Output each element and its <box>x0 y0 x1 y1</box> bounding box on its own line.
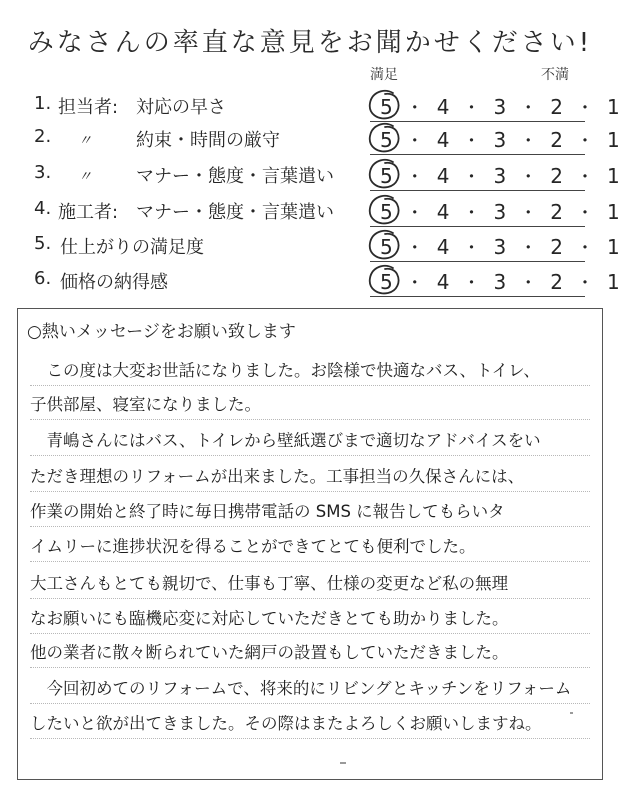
rating-option-3[interactable]: 3 <box>493 95 509 119</box>
message-line: 作業の開始と終了時に毎日携帯電話の SMS に報告してもらいタ <box>30 502 505 521</box>
selected-rating-circle <box>366 87 406 123</box>
rating-separator: ・ <box>519 167 540 188</box>
rating-separator: ・ <box>575 238 596 259</box>
rating-option-3[interactable]: 3 <box>493 200 509 224</box>
question-row <box>0 193 620 228</box>
question-text: 対応の早さ <box>136 97 226 118</box>
selected-rating-circle <box>366 192 406 228</box>
scan-speck <box>570 712 573 714</box>
rating-option-4[interactable]: 4 <box>436 95 452 119</box>
rating-separator: ・ <box>462 203 483 224</box>
rating-separator: ・ <box>405 167 426 188</box>
rating-separator: ・ <box>462 98 483 119</box>
rating-option-1[interactable]: 1 <box>606 128 622 152</box>
rating-separator: ・ <box>405 98 426 119</box>
message-ruled-line <box>30 455 590 456</box>
question-role: 担当者: <box>58 97 119 118</box>
question-number: 4. <box>34 198 52 219</box>
rating-values <box>380 234 622 260</box>
rating-option-2[interactable]: 2 <box>550 200 565 224</box>
rating-option-1[interactable]: 1 <box>606 270 622 294</box>
question-row <box>0 157 620 192</box>
question-number: 2. <box>34 126 52 147</box>
message-ruled-line <box>30 561 590 562</box>
question-number: 6. <box>34 268 52 289</box>
message-ruled-line <box>30 385 590 386</box>
message-line: イムリーに進捗状況を得ることができてとても便利でした。 <box>30 537 476 556</box>
rating-option-4[interactable]: 4 <box>436 128 452 152</box>
question-number: 5. <box>34 233 52 254</box>
question-role: 〃 <box>78 169 91 185</box>
selected-rating-circle <box>366 227 406 263</box>
rating-separator: ・ <box>519 131 540 152</box>
rating-separator: ・ <box>405 238 426 259</box>
rating-separator: ・ <box>519 98 540 119</box>
message-line: なお願いにも臨機応変に対応していただきとても助かりました。 <box>30 609 509 628</box>
question-text: マナー・態度・言葉遣い <box>136 166 334 187</box>
scan-speck <box>340 762 346 764</box>
rating-option-4[interactable]: 4 <box>436 200 452 224</box>
rating-values <box>380 127 622 153</box>
question-row <box>0 121 620 156</box>
rating-separator: ・ <box>405 203 426 224</box>
rating-values <box>380 94 622 120</box>
rating-option-5[interactable]: 5 <box>380 270 395 294</box>
rating-option-3[interactable]: 3 <box>493 164 509 188</box>
rating-scale[interactable] <box>370 232 622 262</box>
rating-scale[interactable] <box>370 267 622 297</box>
rating-scale[interactable] <box>370 92 622 122</box>
message-line: この度は大変お世話になりました。お陰様で快適なバス、トイレ、 <box>30 361 540 380</box>
rating-option-1[interactable]: 1 <box>606 235 622 259</box>
rating-option-5[interactable]: 5 <box>380 164 395 188</box>
rating-separator: ・ <box>405 273 426 294</box>
rating-option-2[interactable]: 2 <box>550 235 565 259</box>
rating-option-5[interactable]: 5 <box>380 128 395 152</box>
question-row <box>0 88 620 123</box>
rating-option-2[interactable]: 2 <box>550 270 565 294</box>
question-number: 3. <box>34 162 52 183</box>
scale-label-unsatisfied: 不満 <box>541 67 569 83</box>
survey-title: みなさんの率直な意見をお聞かせください! <box>27 28 593 58</box>
rating-option-1[interactable]: 1 <box>606 95 622 119</box>
rating-values <box>380 269 622 295</box>
message-ruled-line <box>30 598 590 599</box>
rating-option-2[interactable]: 2 <box>550 128 565 152</box>
question-role: 施工者: <box>58 202 119 223</box>
rating-separator: ・ <box>519 273 540 294</box>
message-line: ただき理想のリフォームが出来ました。工事担当の久保さんには、 <box>30 467 525 486</box>
rating-separator: ・ <box>575 203 596 224</box>
rating-separator: ・ <box>462 238 483 259</box>
message-ruled-line <box>30 738 590 739</box>
question-row <box>0 263 620 298</box>
message-line: 子供部屋、寝室になりました。 <box>30 395 261 414</box>
rating-option-4[interactable]: 4 <box>436 164 452 188</box>
rating-separator: ・ <box>462 131 483 152</box>
rating-option-5[interactable]: 5 <box>380 235 395 259</box>
rating-scale[interactable] <box>370 125 622 155</box>
question-text: 価格の納得感 <box>60 272 168 293</box>
rating-option-3[interactable]: 3 <box>493 270 509 294</box>
rating-scale[interactable] <box>370 197 622 227</box>
rating-option-5[interactable]: 5 <box>380 95 395 119</box>
message-ruled-line <box>30 526 590 527</box>
rating-option-5[interactable]: 5 <box>380 200 395 224</box>
question-text: マナー・態度・言葉遣い <box>136 202 334 223</box>
message-line: 他の業者に散々断られていた網戸の設置もしていただきました。 <box>30 643 509 662</box>
scale-label-satisfied: 満足 <box>370 67 398 83</box>
message-ruled-line <box>30 419 590 420</box>
question-text: 約束・時間の厳守 <box>136 130 280 151</box>
rating-option-3[interactable]: 3 <box>493 235 509 259</box>
rating-values <box>380 163 622 189</box>
rating-separator: ・ <box>519 238 540 259</box>
message-line: 青嶋さんにはバス、トイレから壁紙選びまで適切なアドバイスをい <box>30 431 541 450</box>
question-text: 仕上がりの満足度 <box>60 237 204 258</box>
rating-separator: ・ <box>575 98 596 119</box>
question-number: 1. <box>34 93 52 114</box>
message-ruled-line <box>30 633 590 634</box>
rating-option-2[interactable]: 2 <box>550 95 565 119</box>
rating-separator: ・ <box>575 167 596 188</box>
rating-option-1[interactable]: 1 <box>606 164 622 188</box>
rating-option-1[interactable]: 1 <box>606 200 622 224</box>
rating-values <box>380 199 622 225</box>
question-role: 〃 <box>78 133 91 149</box>
rating-separator: ・ <box>519 203 540 224</box>
selected-rating-circle <box>366 156 406 192</box>
rating-separator: ・ <box>462 273 483 294</box>
rating-option-4[interactable]: 4 <box>436 270 452 294</box>
rating-separator: ・ <box>575 273 596 294</box>
rating-option-4[interactable]: 4 <box>436 235 452 259</box>
message-heading: ○熱いメッセージをお願い致します <box>27 322 296 342</box>
selected-rating-circle <box>366 120 406 156</box>
rating-option-3[interactable]: 3 <box>493 128 509 152</box>
rating-scale[interactable] <box>370 161 622 191</box>
rating-separator: ・ <box>462 167 483 188</box>
message-ruled-line <box>30 667 590 668</box>
message-line: 今回初めてのリフォームで、将来的にリビングとキッチンをリフォーム <box>30 679 572 698</box>
rating-separator: ・ <box>575 131 596 152</box>
message-box <box>17 308 603 780</box>
message-ruled-line <box>30 703 590 704</box>
message-line: 大工さんもとても親切で、仕事も丁寧、仕様の変更など私の無理 <box>30 574 509 593</box>
message-line: したいと欲が出てきました。その際はまたよろしくお願いしますね。 <box>30 714 542 733</box>
selected-rating-circle <box>366 262 406 298</box>
question-row <box>0 228 620 263</box>
message-ruled-line <box>30 491 590 492</box>
rating-option-2[interactable]: 2 <box>550 164 565 188</box>
rating-separator: ・ <box>405 131 426 152</box>
